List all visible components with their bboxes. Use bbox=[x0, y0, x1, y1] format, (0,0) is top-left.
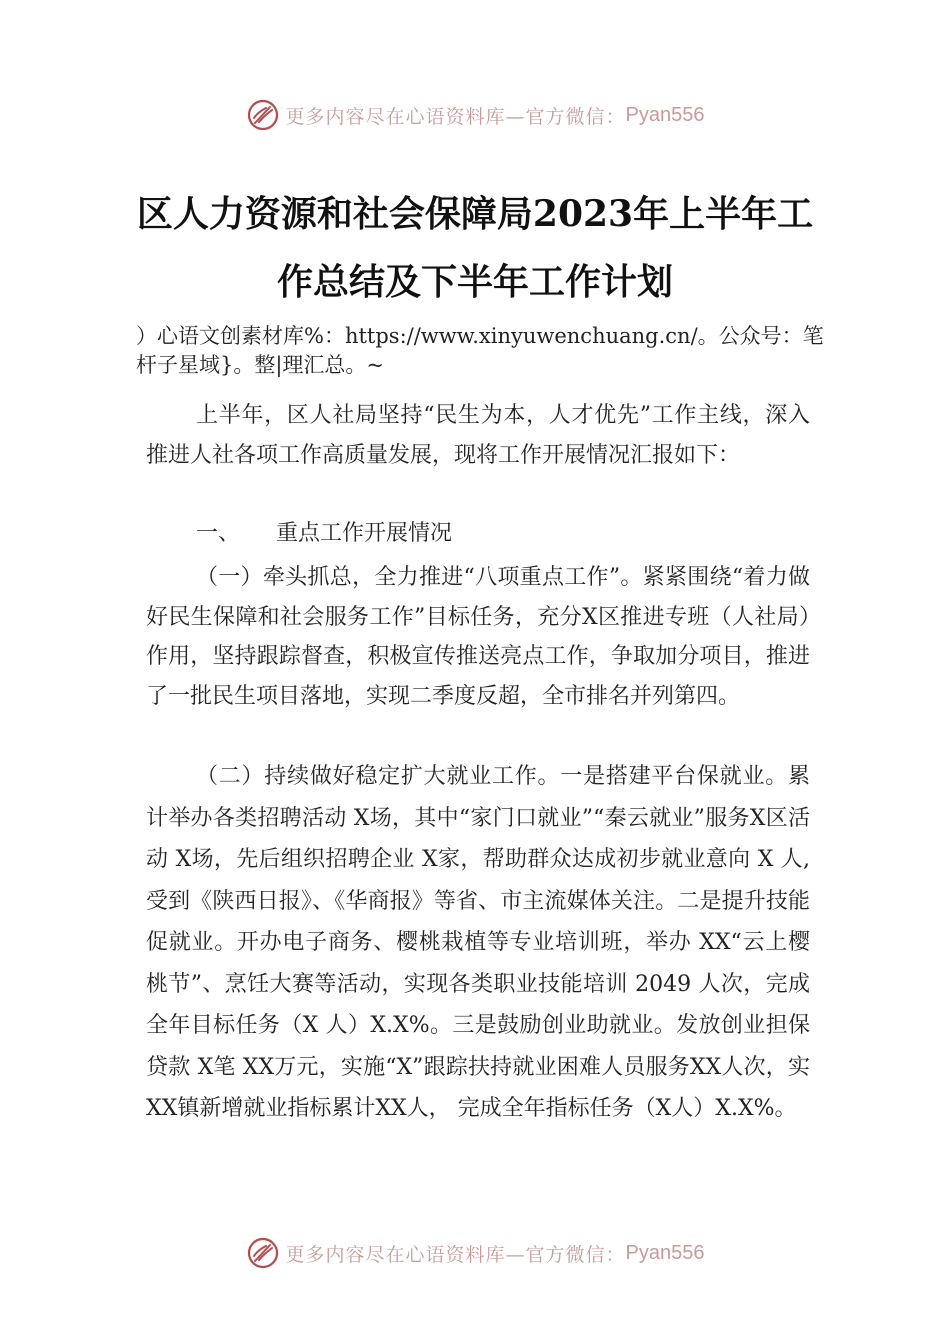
document-title-line2: 作总结及下半年工作计划 bbox=[276, 261, 673, 303]
header-watermark-banner bbox=[0, 95, 950, 135]
banner-text: 更多内容尽在心语资料库—官方微信： bbox=[285, 105, 626, 128]
banner-wechat-id: Pyan556 bbox=[625, 103, 705, 126]
source-note: ）心语文创素材库%：https://www.xinyuwenchuang.cn/。公众号：笔杆子星域}。整|理汇总。~ bbox=[136, 324, 824, 377]
paragraph-employment: （二）持续做好稳定扩大就业工作。一是搭建平台保就业。累计举办各类招聘活动 X场，其中“家门口就业”“秦云就业”服务X区活动 X场，先后组织招聘企业 X家，帮助群众达成初步就业意向 X 人,受到《陕西日报》、《华商报》等省、市主流媒体关注。二是提升技能促就业。开办电子商务、樱桃栽植等专业培训班，举办 XX“云上樱桃节”、烹饪大赛等活动，实现各类职业技能培训 2049 人次，完成全年目标任务（X 人）X.X%。三是鼓励创业助就业。发放创业担保贷款 X笔 XX万元，实施“X”跟踪扶持就业困难人员服务XX人次，实XX镇新增就业指标累计XX人， 完成全年指标任务（X人）X.X%。 bbox=[146, 764, 810, 1121]
footer-watermark-banner bbox=[0, 1233, 950, 1273]
document-title-line1: 区人力资源和社会保障局2023年上半年工 bbox=[136, 193, 814, 235]
brush-logo-icon bbox=[246, 98, 280, 132]
paragraph-lead-work: （一）牵头抓总，全力推进“八项重点工作”。紧紧围绕“着力做好民生保障和社会服务工作”目标任务，充分X区推进专班（人社局）作用，坚持跟踪督查，积极宣传推送亮点工作，争取加分项目，推进了一批民生项目落地，实现二季度反超，全市排名并列第四。 bbox=[146, 565, 810, 709]
section-heading bbox=[196, 514, 452, 554]
banner-wechat-id: Pyan556 bbox=[625, 1241, 705, 1264]
banner-text: 更多内容尽在心语资料库—官方微信： bbox=[285, 1243, 626, 1266]
section-title: 重点工作开展情况 bbox=[276, 521, 453, 546]
section-number: 一、 bbox=[196, 521, 241, 546]
brush-logo-icon bbox=[246, 1236, 280, 1270]
intro-paragraph: 上半年，区人社局坚持“民生为本，人才优先”工作主线，深入推进人社各项工作高质量发展，现将工作开展情况汇报如下： bbox=[146, 403, 810, 468]
